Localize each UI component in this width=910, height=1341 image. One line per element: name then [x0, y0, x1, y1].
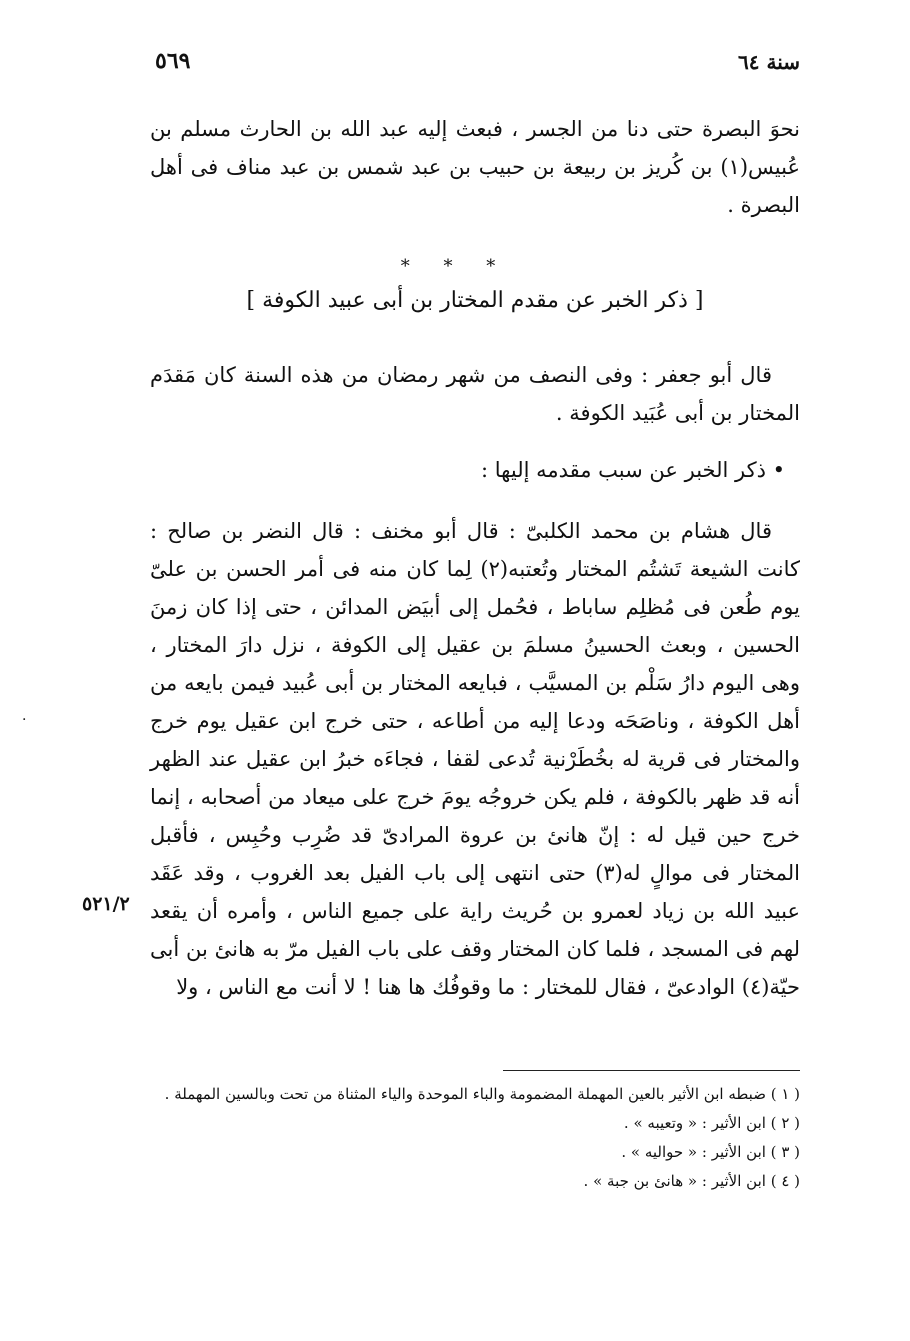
footnote-4: ( ٤ ) ابن الأثير : « هانئ بن جبة » . [583, 1172, 800, 1190]
intro-paragraph: نحوَ البصرة حتى دنا من الجسر ، فبعث إليه عبد الله بن الحارث مسلم بن عُبيس(١) بن كُريز بن ربيعة بن حبيب بن عبد شمس بن عبد مناف فى أهل البصرة . [150, 117, 800, 217]
footnote-rule [503, 1070, 800, 1071]
section-heading: [ ذكر الخبر عن مقدم المختار بن أبى عبيد الكوفة ] [246, 288, 704, 313]
section-divider-stars: * * * [400, 256, 510, 277]
footnote-3: ( ٣ ) ابن الأثير : « حواليه » . [621, 1143, 800, 1161]
footnote-1: ( ١ ) ضبطه ابن الأثير بالعين المهملة المضمومة والباء الموحدة والياء المثناة من تحت وبالسين المهملة . [164, 1085, 800, 1103]
paragraph-hisham: قال هشام بن محمد الكلبىّ : قال أبو مخنف : قال النضر بن صالح : كانت الشيعة تَشتُم المختار وتُعتبه(٢) لِما كان منه فى أمر الحسن بن علىّ يوم طُعن فى مُظلِم ساباط ، فحُمل إلى أبيَض المدائن ، حتى إذا كان زمنَ الحسين ، وبعث الحسينُ مسلمَ بن عقيل إلى الكوفة ، نزل دارَ المختار ، وهى اليوم دارُ سَلْم بن المسيَّب ، فبايعه المختار بن أبى عُبيد فيمن بايعه من أهل الكوفة ، وناصَحَه ودعا إليه من أطاعه ، حتى خرج ابن عقيل يوم خرج والمختار فى قرية له بخُطَرْنية تُدعى لقفا ، فجاءَه خبرُ ابن عقيل عند الظهر أنه قد ظهر بالكوفة ، فلم يكن خروجُه يومَ خرج على ميعاد من أصحابه ، إنما خرج حين قيل له : إنّ هانئ بن عروة المرادىّ قد ضُرِب وحُبِس ، فأقبل المختار فى موالٍ له(٣) حتى انتهى إلى باب الفيل بعد الغروب ، وقد عَقَد عبيد الله بن زياد لعمرو بن حُريث راية على جميع الناس ، وأمره أن يقعد لهم فى المسجد ، فلما كان المختار وقف على باب الفيل مرّ به هانئ بن أبى حيّة(٤) الوادعىّ ، فقال للمختار : ما وقوفُك ها هنا ! لا أنت مع الناس ، ولا [150, 519, 800, 999]
page-speck: · [22, 712, 27, 728]
footnote-2: ( ٢ ) ابن الأثير : « وتعيبه » . [623, 1114, 800, 1132]
page-number: ٥٦٩ [155, 48, 191, 74]
running-header-year: سنة ٦٤ [738, 50, 800, 74]
margin-reference: ٥٢١/٢ [82, 893, 130, 915]
subsection-bullet-line: • ذكر الخبر عن سبب مقدمه إليها : [481, 458, 785, 482]
paragraph-abu-jafar: قال أبو جعفر : وفى النصف من شهر رمضان من هذه السنة كان مَقدَم المختار بن أبى عُبَيد الكوفة . [150, 363, 800, 425]
footnotes [150, 1080, 800, 1196]
